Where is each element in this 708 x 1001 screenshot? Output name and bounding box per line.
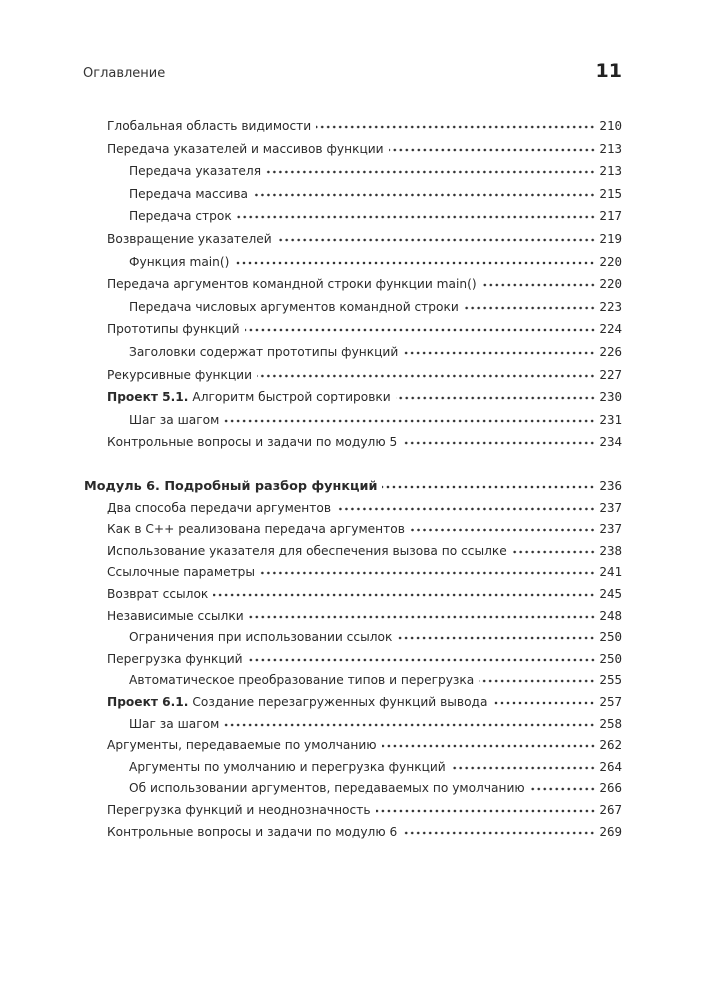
toc-entry-title: Заголовки содержат прототипы функций — [129, 344, 399, 359]
toc-entry — [84, 543, 622, 565]
toc-entry-title: Функция main() — [129, 254, 230, 269]
dot-leader — [382, 741, 596, 749]
toc-entry-title: Создание перезагруженных функций вывода — [192, 694, 488, 709]
toc-entry — [84, 694, 622, 716]
toc-entry — [84, 780, 622, 802]
toc-entry-page: 255 — [599, 672, 622, 688]
toc-entry-page: 250 — [599, 650, 622, 666]
toc-entry — [84, 412, 622, 435]
toc-entry-page: 269 — [599, 823, 622, 839]
toc-entry — [84, 564, 622, 586]
dot-leader — [248, 655, 596, 663]
toc-entry-title: Об использовании аргументов, передаваемых по умолчанию — [129, 781, 525, 796]
toc-entry-page: 226 — [599, 343, 622, 359]
toc-entry-title: Два способа передачи аргументов — [107, 500, 331, 515]
toc-entry-title: Шаг за шагом — [129, 716, 220, 731]
dot-leader — [376, 806, 596, 814]
dot-leader — [402, 828, 595, 836]
toc-entry-page: 213 — [599, 140, 622, 156]
toc-entry-page: 257 — [599, 693, 622, 709]
toc-entry — [84, 141, 622, 164]
toc-entry — [84, 521, 622, 543]
toc-entry — [84, 231, 622, 254]
toc-entry — [84, 163, 622, 186]
dot-leader — [403, 348, 595, 356]
dot-leader — [260, 568, 595, 576]
toc-entry-project-label: Проект 6.1. — [107, 694, 189, 709]
toc-entry-title: Алгоритм быстрой сортировки — [192, 390, 391, 405]
toc-entry — [84, 344, 622, 367]
toc-entry-title: Передача массива — [129, 186, 248, 201]
toc-entry-page: 210 — [599, 118, 622, 133]
toc-entry — [84, 586, 622, 608]
toc-entry — [84, 759, 622, 781]
toc-entry-page: 230 — [599, 389, 622, 405]
dot-leader — [316, 122, 595, 130]
dot-leader — [249, 612, 596, 620]
toc-entry-title: Передача строк — [129, 209, 232, 224]
dot-leader — [257, 371, 595, 379]
toc-entry — [84, 651, 622, 673]
toc-entry-title: Рекурсивные функции — [107, 367, 253, 382]
toc-entry — [84, 389, 622, 412]
toc-entry-title: Модуль 6. Подробный разбор функций — [84, 479, 378, 494]
toc-entry-title: Как в C++ реализована передача аргументов — [107, 522, 405, 537]
toc-entry-page: 213 — [599, 163, 622, 179]
toc-entry — [84, 672, 622, 694]
toc-entry — [84, 629, 622, 651]
dot-leader — [492, 698, 595, 706]
toc-section-module-5 — [84, 118, 622, 457]
toc-entry-title: Шаг за шагом — [129, 412, 220, 427]
dot-leader — [224, 720, 595, 728]
toc-entry-title: Перегрузка функций — [107, 651, 243, 666]
dot-leader — [336, 504, 595, 512]
toc-entry-page: 262 — [599, 737, 622, 753]
running-header-title: Оглавление — [83, 66, 166, 81]
toc-entry-page: 231 — [599, 411, 622, 427]
toc-entry-title: Возврат ссылок — [107, 586, 209, 601]
dot-leader — [402, 438, 595, 446]
toc-entry-title: Перегрузка функций и неоднозначность — [107, 802, 371, 817]
dot-leader — [482, 280, 596, 288]
toc-entry — [84, 276, 622, 299]
toc-entry-title: Ссылочные параметры — [107, 565, 256, 580]
dot-leader — [213, 590, 595, 598]
dot-leader — [389, 145, 596, 153]
toc-module-heading — [84, 478, 622, 500]
toc-entry — [84, 208, 622, 231]
toc-entry-page: 227 — [599, 366, 622, 382]
dot-leader — [245, 325, 596, 333]
dot-leader — [396, 393, 596, 401]
toc-entry-page: 264 — [599, 758, 622, 774]
toc-entry-page: 220 — [599, 253, 622, 269]
toc-entry-title: Использование указателя для обеспечения вызова по ссылке — [107, 543, 507, 558]
toc-entry-title: Контрольные вопросы и задачи по модулю 5 — [107, 435, 398, 450]
dot-leader — [530, 784, 596, 792]
toc-entry-page: 219 — [599, 230, 622, 246]
toc-entry-title: Возвращение указателей — [107, 231, 272, 246]
toc-entry-page: 258 — [599, 715, 622, 731]
toc-entry-page: 234 — [599, 434, 622, 450]
toc-entry-project-label: Проект 5.1. — [107, 390, 189, 405]
toc-entry-title: Передача числовых аргументов командной строки — [129, 299, 459, 314]
toc-entry-page: 215 — [599, 185, 622, 201]
toc-entry-title: Передача указателей и массивов функции — [107, 141, 384, 156]
toc-entry-title: Аргументы, передаваемые по умолчанию — [107, 738, 377, 753]
toc-entry-page: 267 — [599, 801, 622, 817]
toc-entry-title: Аргументы по умолчанию и перегрузка функций — [129, 759, 446, 774]
toc-entry-page: 224 — [599, 321, 622, 337]
toc-entry-title: Передача аргументов командной строки функции main() — [107, 277, 477, 292]
toc-entry-page: 250 — [599, 629, 622, 645]
dot-leader — [382, 482, 595, 490]
toc-entry — [84, 824, 622, 846]
toc-entry — [84, 434, 622, 457]
toc-entry — [84, 299, 622, 322]
toc-entry-page: 238 — [599, 542, 622, 558]
page-number: 11 — [595, 60, 622, 82]
toc-entry-page: 248 — [599, 607, 622, 623]
toc-entry-page: 237 — [599, 499, 622, 515]
toc-entry — [84, 716, 622, 738]
dot-leader — [479, 676, 595, 684]
toc-entry — [84, 321, 622, 344]
toc-entry — [84, 367, 622, 390]
toc-entry-title: Автоматическое преобразование типов и перегрузка — [129, 673, 475, 688]
toc-entry-title: Независимые ссылки — [107, 608, 244, 623]
dot-leader — [451, 763, 596, 771]
dot-leader — [410, 525, 596, 533]
dot-leader — [464, 303, 596, 311]
toc-entry — [84, 500, 622, 522]
dot-leader — [237, 212, 596, 220]
toc-entry-page: 241 — [599, 564, 622, 580]
dot-leader — [512, 547, 596, 555]
toc-entry-page: 266 — [599, 780, 622, 796]
dot-leader — [266, 167, 595, 175]
toc-entry-title: Передача указателя — [129, 164, 262, 179]
toc-entry-page: 217 — [599, 208, 622, 224]
toc-section-module-6 — [84, 478, 622, 845]
dot-leader — [234, 258, 595, 266]
dot-leader — [397, 633, 595, 641]
toc-entry — [84, 186, 622, 209]
toc-entry-page: 236 — [599, 478, 622, 493]
toc-entry-title: Глобальная область видимости — [107, 119, 312, 133]
toc-entry — [84, 254, 622, 277]
toc-entry-page: 245 — [599, 585, 622, 601]
toc-entry-page: 237 — [599, 521, 622, 537]
toc-entry — [84, 608, 622, 630]
toc-entry-page: 220 — [599, 276, 622, 292]
toc-entry — [84, 737, 622, 759]
toc-entry-page: 223 — [599, 298, 622, 314]
toc-entry-title: Контрольные вопросы и задачи по модулю 6 — [107, 824, 398, 839]
toc-entry — [84, 802, 622, 824]
dot-leader — [277, 235, 596, 243]
toc-entry-title: Ограничения при использовании ссылок — [129, 630, 393, 645]
toc-entry — [84, 118, 622, 141]
dot-leader — [224, 416, 595, 424]
toc-entry-title: Прототипы функций — [107, 322, 240, 337]
dot-leader — [253, 190, 595, 198]
